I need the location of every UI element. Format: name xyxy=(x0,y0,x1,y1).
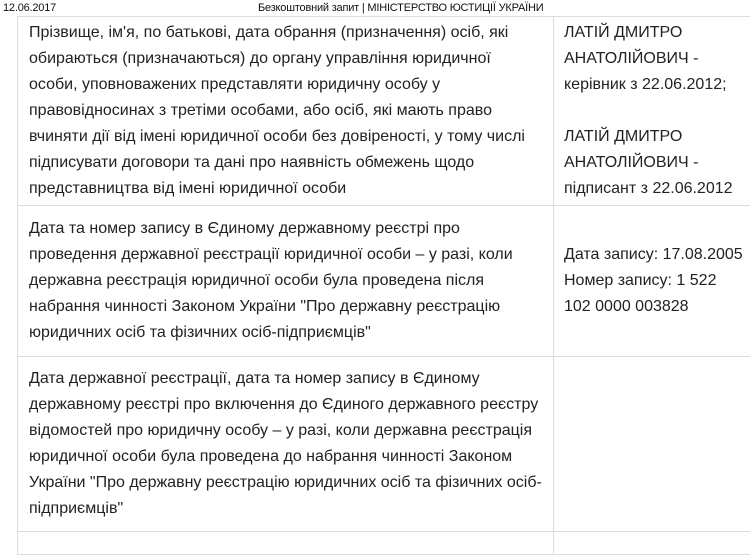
value-line: АНАТОЛІЙОВИЧ - xyxy=(564,150,750,176)
row-label-registry-inclusion: Дата державної реєстрації, дата та номер запису в Єдиному державному реєстрі про включення до Єдиного державного реєстру відомостей про юридичну особу – у разі, коли державна реєстрація юридичної особи була проведена до набрання чинності Законом України "Про державну реєстрацію юридичних осіб та фізичних осіб-підприємців" xyxy=(18,357,554,532)
print-header xyxy=(0,0,720,16)
value-line: Номер запису: 1 522 xyxy=(564,268,750,294)
print-date: 12.06.2017 xyxy=(3,2,56,14)
row-label-authorized-persons: Прізвище, ім'я, по батькові, дата обрання (призначення) осіб, які обираються (призначаються) до органу управління юридичної особи, уповноважених представляти юридичну особу у правовідносинах з третіми особами, або осіб, які мають право вчиняти дії від імені юридичної особи без довіреності, у тому числі підписувати договори та дані про наявність обмежень щодо представництва від імені юридичної особи xyxy=(18,17,554,206)
table-row xyxy=(18,206,750,357)
table-row xyxy=(18,357,750,532)
value-line: ЛАТІЙ ДМИТРО xyxy=(564,124,750,150)
row-value-registration-record xyxy=(554,206,750,357)
value-line: керівник з 22.06.2012; xyxy=(564,72,750,98)
value-line: АНАТОЛІЙОВИЧ - xyxy=(564,46,750,72)
table-row xyxy=(18,532,750,555)
value-line: 102 0000 003828 xyxy=(564,294,750,320)
value-line: ЛАТІЙ ДМИТРО xyxy=(564,20,750,46)
table-row xyxy=(18,17,750,206)
row-label-next xyxy=(18,532,554,555)
value-line: Дата запису: 17.08.2005 xyxy=(564,242,750,268)
row-value-authorized-persons xyxy=(554,17,750,206)
value-line: підписант з 22.06.2012 xyxy=(564,176,750,202)
print-title: Безкоштовний запит | МІНІСТЕРСТВО ЮСТИЦІЇ УКРАЇНИ xyxy=(258,2,543,14)
registry-record-table xyxy=(17,16,750,555)
value-spacer xyxy=(564,98,750,124)
row-label-registration-record: Дата та номер запису в Єдиному державному реєстрі про проведення державної реєстрації юридичної особи – у разі, коли державна реєстрація юридичної особи була проведена після набрання чинності Законом України "Про державну реєстрацію юридичних осіб та фізичних осіб-підприємців" xyxy=(18,206,554,357)
row-value-next xyxy=(554,532,750,555)
row-value-registry-inclusion xyxy=(554,357,750,532)
